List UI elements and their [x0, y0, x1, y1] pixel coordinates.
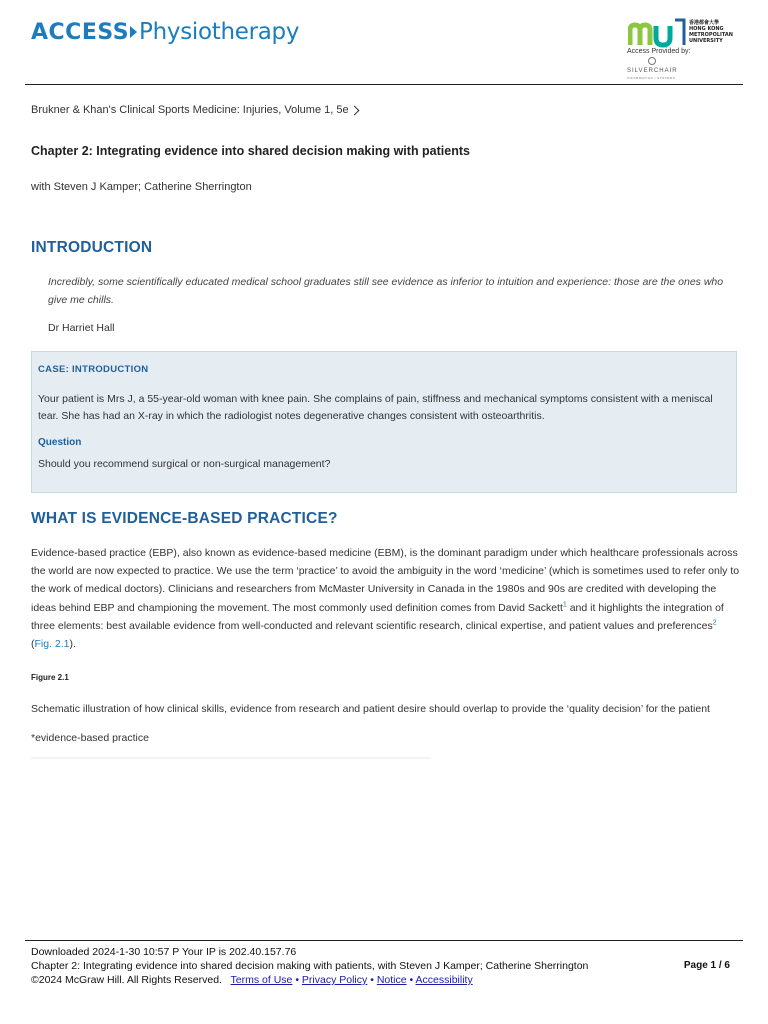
hkmu-logo-icon: [628, 18, 688, 48]
reference-link-2[interactable]: 2: [712, 619, 717, 627]
page-header: [0, 0, 768, 84]
ebp-paragraph: [31, 544, 741, 653]
epigraph-quote: Incredibly, some scientifically educated medical school graduates still see evidence as inferior to intuition and experience: those are the ones who give me chills.: [48, 276, 724, 306]
logo-access-text: ACCESS: [31, 19, 130, 45]
breadcrumb-book-title[interactable]: Brukner & Khan's Clinical Sports Medicine: Injuries, Volume 1, 5e: [31, 104, 349, 116]
silverchair-tagline: INFORMATION / SYSTEMS: [627, 76, 676, 80]
institution-branding: [627, 16, 745, 82]
footer-separator: •: [295, 974, 299, 986]
institution-name-line: METROPOLITAN: [689, 32, 733, 38]
institution-name: [689, 20, 745, 44]
download-info: Downloaded 2024-1-30 10:57 P Your IP is 202.40.157.76: [31, 946, 297, 958]
institution-name-line: HONG KONG: [689, 26, 724, 32]
ebp-text-part: ).: [69, 638, 76, 651]
privacy-policy-link[interactable]: Privacy Policy: [301, 974, 368, 986]
institution-name-line: UNIVERSITY: [689, 38, 723, 44]
ebp-text-part: and it highlights the integration of three elements: best available evidence from well-conducted and relevant scientific research, clinical expertise, and patient values and preferences: [31, 601, 724, 632]
case-introduction-box: [31, 351, 737, 493]
notice-link[interactable]: Notice: [376, 974, 407, 986]
breadcrumb[interactable]: [31, 104, 358, 116]
figure-link[interactable]: Fig. 2.1: [34, 638, 70, 651]
ebp-heading: WHAT IS EVIDENCE-BASED PRACTICE?: [31, 510, 338, 527]
footer-chapter-line: Chapter 2: Integrating evidence into shared decision making with patients, with Steven J Kamper; Catherine Sherrington: [31, 960, 589, 972]
reference-link-1[interactable]: 1: [562, 601, 567, 609]
case-heading: CASE: INTRODUCTION: [38, 364, 149, 375]
header-divider: [25, 84, 743, 85]
page-number: Page 1 / 6: [683, 960, 730, 971]
chapter-title: Chapter 2: Integrating evidence into shared decision making with patients: [31, 144, 470, 158]
copyright-text: ©2024 McGraw Hill. All Rights Reserved.: [31, 974, 222, 986]
footer-legal-line: [31, 973, 741, 987]
case-text: Your patient is Mrs J, a 55-year-old woman with knee pain. She complains of pain, stiffness and mechanical symptoms consistent with a meniscal tear. She has had an X-ray in which the radiologist notes degenerative changes consistent with osteoarthritis.: [38, 393, 713, 422]
footer-divider: [25, 940, 743, 941]
footer-separator: •: [409, 974, 414, 986]
institution-name-line: 香港都會大學: [689, 20, 720, 26]
ebp-text-part: (: [31, 638, 35, 651]
ebp-text-part: Evidence-based practice (EBP), also known as evidence-based medicine (EBM), is the dominant paradigm under which healthcare professionals across the world are now expected to practice. We use the term ‘practice’ to avoid the ambiguity in the word ‘medicine’ (which is sometimes used to refer only to the work of medical doctors). Clinicians and researchers from McMaster University in Canada in the 1980s and 90s are credited with developing the ideas behind EBP and championing the movement. The most commonly used definition comes from David Sackett: [31, 547, 740, 614]
accessibility-link[interactable]: Accessibility: [415, 974, 473, 986]
figure-caption: Schematic illustration of how clinical skills, evidence from research and patient desire should overlap to provide the ‘quality decision’ for the patient: [31, 703, 710, 715]
chevron-right-icon: [349, 105, 359, 115]
figure-note: *evidence-based practice: [31, 732, 149, 744]
logo-physiotherapy-text: Physiotherapy: [139, 19, 300, 45]
chapter-authors: with Steven J Kamper; Catherine Sherrington: [31, 181, 252, 193]
access-physiotherapy-logo[interactable]: [31, 12, 299, 52]
faded-text-line: [31, 757, 431, 759]
silverchair-logo: SILVERCHAIR: [627, 68, 678, 74]
introduction-heading: INTRODUCTION: [31, 239, 153, 256]
logo-arrow-icon: [130, 26, 137, 38]
case-question-text: Should you recommend surgical or non-surgical management?: [38, 458, 331, 470]
terms-of-use-link[interactable]: Terms of Use: [230, 974, 293, 986]
case-question-label: Question: [38, 437, 82, 448]
figure-label: Figure 2.1: [31, 673, 69, 682]
epigraph-author: Dr Harriet Hall: [48, 322, 115, 334]
access-provided-label: Access Provided by:: [627, 48, 691, 55]
footer-separator: •: [370, 974, 374, 986]
page-footer: [31, 945, 741, 987]
globe-icon: [648, 57, 656, 65]
figure-image-placeholder: [31, 752, 431, 766]
